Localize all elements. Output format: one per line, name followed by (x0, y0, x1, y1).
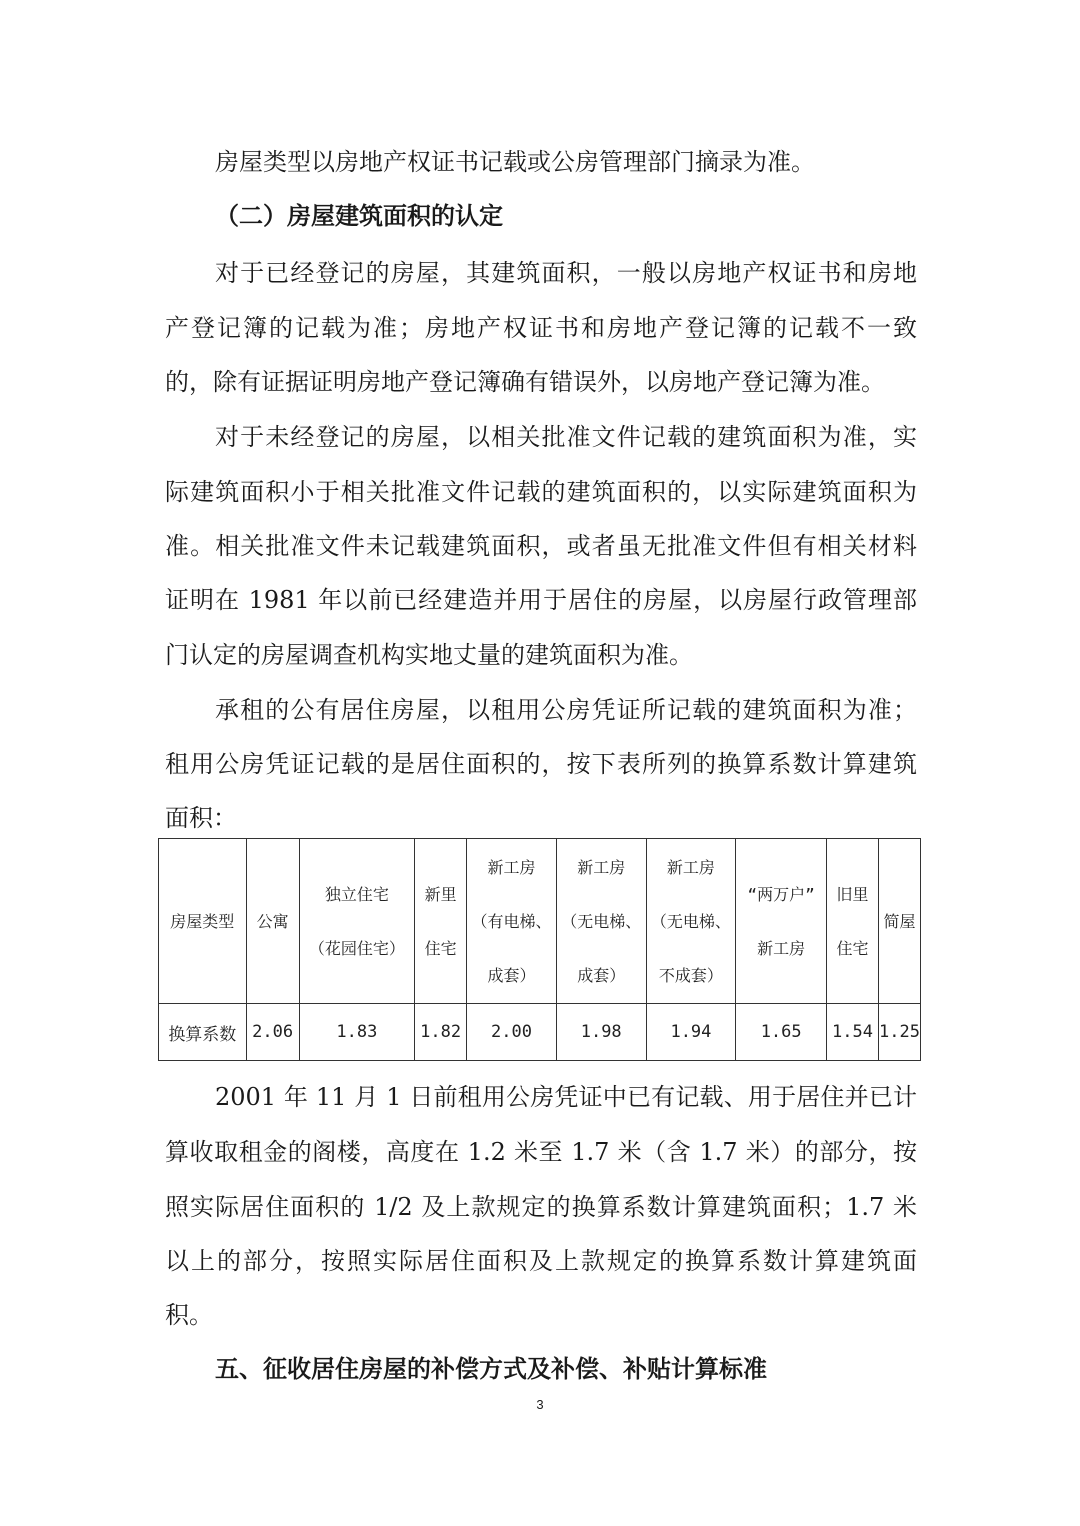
paragraph-line: 承租的公有居住房屋，以租用公房凭证所记载的建筑面积为准； (215, 696, 917, 724)
paragraph-line: 积。 (165, 1301, 213, 1329)
paragraph-line: 房屋类型以房地产权证书记载或公房管理部门摘录为准。 (215, 148, 815, 176)
table-header-cell (415, 839, 467, 1004)
header-line: 成套） (577, 965, 626, 985)
paragraph-line: 2001 年 11 月 1 日前租用公房凭证中已有记载、用于居住并已计 (215, 1083, 917, 1111)
header-line: 独立住宅 (324, 884, 389, 904)
section-heading: 五、征收居住房屋的补偿方式及补偿、补贴计算标准 (215, 1355, 767, 1383)
table-cell: 2.00 (467, 1004, 557, 1061)
header-line: 成套） (487, 965, 536, 985)
header-line: 旧里 (836, 884, 869, 904)
table-row (159, 1004, 921, 1061)
table-cell: 2.06 (246, 1004, 299, 1061)
table-header-cell (556, 839, 646, 1004)
paragraph-line: 面积： (165, 804, 237, 832)
table-cell: 1.94 (646, 1004, 736, 1061)
header-line: 住宅 (424, 938, 457, 958)
table-cell: 1.25 (878, 1004, 920, 1061)
header-line: （花园住宅） (308, 938, 405, 958)
header-line: （无电梯、 (561, 911, 642, 931)
header-line: 新工房 (487, 857, 536, 877)
conversion-factor-table (158, 838, 921, 1061)
table-header-cell (736, 839, 827, 1004)
header-line: 新工房 (757, 938, 806, 958)
page-number: 3 (536, 1397, 544, 1412)
row-header-label: 房屋类型 (170, 911, 235, 931)
table-cell: 1.98 (556, 1004, 646, 1061)
paragraph-line: 证明在 1981 年以前已经建造并用于居住的房屋，以房屋行政管理部 (165, 586, 917, 614)
table-header-cell (467, 839, 557, 1004)
paragraph-line: 的，除有证据证明房地产登记簿确有错误外，以房地产登记簿为准。 (165, 368, 885, 396)
table-header-row (159, 839, 921, 1004)
paragraph-line: 对于未经登记的房屋，以相关批准文件记载的建筑面积为准，实 (215, 423, 917, 451)
row-header-label: 换算系数 (168, 1024, 237, 1045)
header-line: 住宅 (836, 938, 869, 958)
header-line: 新工房 (577, 857, 626, 877)
table-cell: 1.83 (299, 1004, 415, 1061)
header-line: 新工房 (666, 857, 715, 877)
paragraph-line: 对于已经登记的房屋，其建筑面积，一般以房地产权证书和房地 (215, 259, 917, 287)
table-cell: 1.54 (827, 1004, 879, 1061)
row-header-cell (159, 839, 247, 1004)
paragraph-line: 照实际居住面积的 1/2 及上款规定的换算系数计算建筑面积；1.7 米 (165, 1193, 917, 1221)
table-header-cell (827, 839, 879, 1004)
table-header-cell (646, 839, 736, 1004)
header-line: 简屋 (883, 911, 916, 931)
table-header-cell (299, 839, 415, 1004)
header-line: （有电梯、 (471, 911, 552, 931)
paragraph-line: 准。相关批准文件未记载建筑面积，或者虽无批准文件但有相关材料 (165, 532, 917, 560)
table-header-cell (878, 839, 920, 1004)
section-subheading: （二）房屋建筑面积的认定 (215, 202, 503, 230)
paragraph-line: 门认定的房屋调查机构实地丈量的建筑面积为准。 (165, 641, 693, 669)
paragraph-line: 以上的部分，按照实际居住面积及上款规定的换算系数计算建筑面 (165, 1247, 917, 1275)
table-cell: 1.82 (415, 1004, 467, 1061)
paragraph-line: 算收取租金的阁楼，高度在 1.2 米至 1.7 米（含 1.7 米）的部分，按 (165, 1138, 917, 1166)
table-cell: 1.65 (736, 1004, 827, 1061)
table-header-cell (246, 839, 299, 1004)
paragraph-line: 产登记簿的记载为准；房地产权证书和房地产登记簿的记载不一致 (165, 314, 917, 342)
header-line: 不成套） (658, 965, 723, 985)
header-line: “两万户” (747, 884, 815, 904)
header-line: 新里 (424, 884, 457, 904)
header-line: 公寓 (256, 911, 289, 931)
paragraph-line: 租用公房凭证记载的是居住面积的，按下表所列的换算系数计算建筑 (165, 750, 917, 778)
paragraph-line: 际建筑面积小于相关批准文件记载的建筑面积的，以实际建筑面积为 (165, 478, 917, 506)
row-header-cell (159, 1004, 247, 1061)
header-line: （无电梯、 (650, 911, 731, 931)
